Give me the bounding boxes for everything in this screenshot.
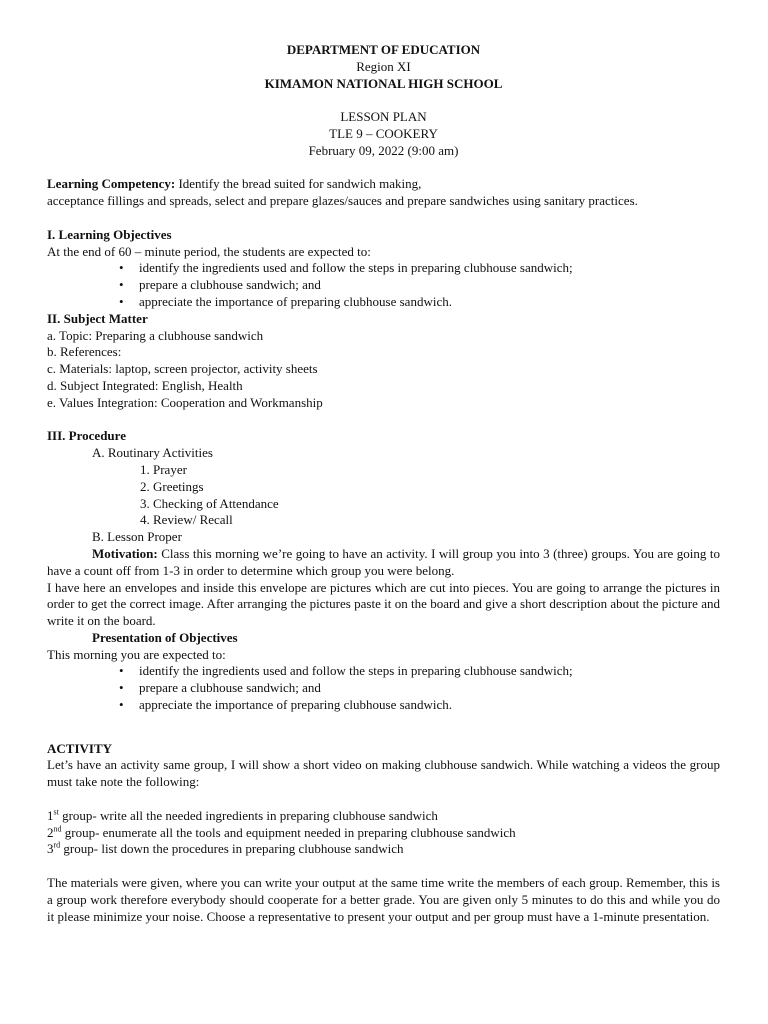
lesson-date: February 09, 2022 (9:00 am) (308, 142, 459, 158)
objective-item: • appreciate the importance of preparing clubhouse sandwich. (119, 294, 720, 311)
presentation-item: • appreciate the importance of preparing clubhouse sandwich. (119, 697, 720, 714)
activity-intro: Let’s have an activity same group, I will show a short video on making clubhouse sandwich. While watching a videos the group must take note the following: (47, 757, 720, 790)
group-line (47, 841, 720, 858)
subject-matter-item: d. Subject Integrated: English, Health (47, 377, 243, 393)
subject-matter-item: c. Materials: laptop, screen projector, activity sheets (47, 361, 318, 377)
competency-label: Learning Competency: (47, 176, 176, 192)
objective-item: • prepare a clubhouse sandwich; and (119, 277, 720, 294)
presentation-item: • identify the ingredients used and follow the steps in preparing clubhouse sandwich; (119, 663, 720, 680)
objective-item: • identify the ingredients used and follow the steps in preparing clubhouse sandwich; (119, 260, 720, 277)
activity-closing: The materials were given, where you can write your output at the same time write the members of each group. Remember, this is a group work therefore everybody should cooperate for a better grade. You are given only 5 minutes to do this and while you do it please minimize your noise. Choose a representative to present your output and per group must have a 1-minute presentation. (47, 875, 720, 924)
group-text: group- write all the needed ingredients in preparing clubhouse sandwich (58, 807, 438, 823)
routinary-item: 2. Greetings (140, 478, 204, 494)
subject-matter-item: a. Topic: Preparing a clubhouse sandwich (47, 327, 264, 343)
presentation-list (47, 663, 720, 713)
school-name: KIMAMON NATIONAL HIGH SCHOOL (264, 75, 503, 91)
group-ordinal: rd (53, 841, 61, 851)
objectives-intro: At the end of 60 – minute period, the students are expected to: (47, 243, 371, 259)
group-ordinal: nd (53, 824, 62, 834)
routinary-item: 1. Prayer (140, 461, 187, 477)
group-number: 1 (47, 807, 54, 823)
lesson-proper-label: B. Lesson Proper (92, 529, 182, 545)
subject-matter-item: b. References: (47, 344, 122, 360)
group-line (47, 808, 720, 825)
activity-heading: ACTIVITY (47, 740, 113, 756)
group-text: group- enumerate all the tools and equipment needed in preparing clubhouse sandwich (61, 824, 516, 840)
presentation-intro: This morning you are expected to: (47, 646, 226, 662)
motivation-paragraph-2: I have here an envelopes and inside this envelope are pictures which are cut into pieces. You are going to arrange the pictures in order to get the correct image. After arranging the pictures paste it on the board and give a short description about the picture and write it on the board. (47, 579, 720, 629)
subject-title: TLE 9 – COOKERY (329, 125, 438, 141)
group-text: group- list down the procedures in preparing clubhouse sandwich (60, 841, 404, 857)
routinary-item: 4. Review/ Recall (140, 512, 233, 528)
competency-text: Identify the bread suited for sandwich making, (175, 176, 422, 192)
motivation-text: Class this morning we’re going to have an activity. I will group you into 3 (three) groups. You are going to have a count off from 1-3 in order to determine which group you were belong. (47, 545, 720, 578)
region-label: Region XI (356, 58, 411, 74)
presentation-item: • prepare a clubhouse sandwich; and (119, 680, 720, 697)
group-ordinal: st (53, 807, 59, 817)
motivation-paragraph (47, 546, 720, 580)
competency-line (47, 176, 720, 193)
objectives-list (47, 260, 720, 310)
objectives-heading: I. Learning Objectives (47, 226, 172, 242)
routinary-label: A. Routinary Activities (92, 445, 213, 461)
routinary-item: 3. Checking of Attendance (140, 495, 279, 511)
doc-type: LESSON PLAN (340, 109, 427, 125)
competency-text-cont: acceptance fillings and spreads, select and prepare glazes/sauces and prepare sandwiches using sanitary practices. (47, 193, 638, 209)
group-number: 3 (47, 841, 54, 857)
procedure-heading: III. Procedure (47, 428, 126, 444)
presentation-heading: Presentation of Objectives (92, 629, 238, 645)
subject-matter-heading: II. Subject Matter (47, 310, 148, 326)
motivation-label: Motivation: (92, 545, 158, 561)
group-number: 2 (47, 824, 54, 840)
subject-matter-item: e. Values Integration: Cooperation and Workmanship (47, 394, 323, 410)
group-line (47, 825, 720, 842)
department-title: DEPARTMENT OF EDUCATION (286, 42, 481, 57)
